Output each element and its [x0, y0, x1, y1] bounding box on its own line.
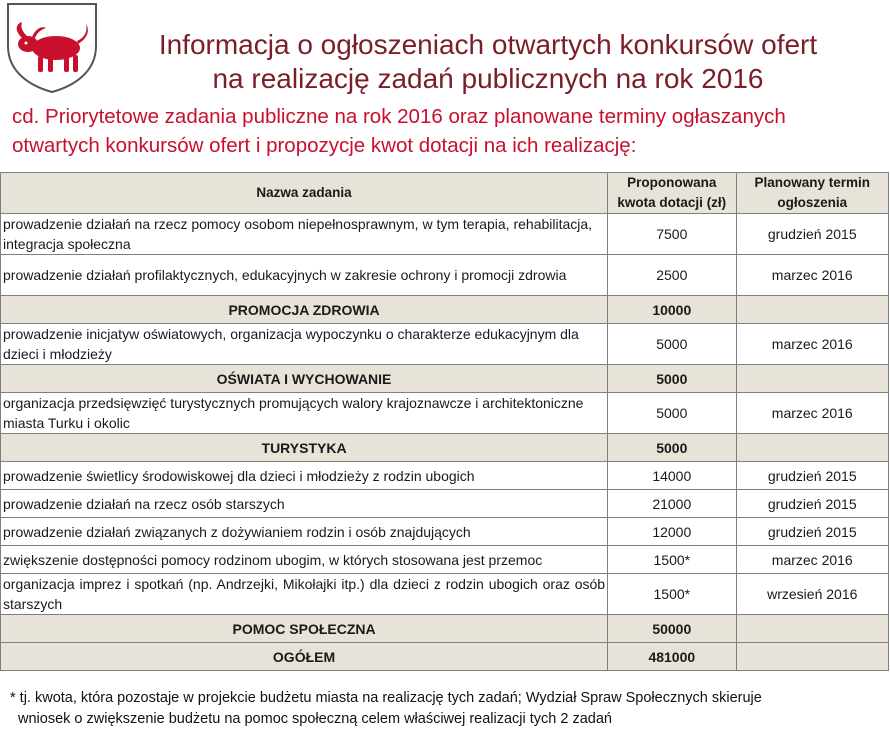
- task-amount: 2500: [608, 255, 736, 296]
- page-title-line1: Informacja o ogłoszeniach otwartych konkursów ofert: [158, 29, 818, 60]
- footnote: [0, 688, 889, 730]
- table-row: [1, 324, 889, 365]
- table-row: [1, 490, 889, 518]
- category-amount: 5000: [608, 434, 736, 462]
- subtitle-line2: otwartych konkursów ofert i propozycje kwot dotacji na ich realizację:: [12, 134, 637, 157]
- table-row: [1, 546, 889, 574]
- category-date: [736, 365, 888, 393]
- task-date: grudzień 2015: [736, 214, 888, 255]
- category-name: PROMOCJA ZDROWIA: [1, 296, 608, 324]
- total-label: OGÓŁEM: [1, 643, 608, 671]
- footnote-line2: wniosek o zwiększenie budżetu na pomoc społeczną celem właściwej realizacji tych 2 zadań: [18, 711, 612, 727]
- table-row: [1, 518, 889, 546]
- task-date: wrzesień 2016: [736, 574, 888, 615]
- task-date: grudzień 2015: [736, 518, 888, 546]
- category-amount: 50000: [608, 615, 736, 643]
- task-date: marzec 2016: [736, 546, 888, 574]
- task-date: marzec 2016: [736, 324, 888, 365]
- subtitle-line1: cd. Priorytetowe zadania publiczne na rok 2016 oraz planowane terminy ogłaszanych: [12, 105, 786, 128]
- task-name: prowadzenie działań profilaktycznych, edukacyjnych w zakresie ochrony i promocji zdrowia: [1, 255, 608, 296]
- table-header-row: [1, 173, 889, 214]
- table-row: [1, 255, 889, 296]
- task-name: organizacja imprez i spotkań (np. Andrzejki, Mikołajki itp.) dla dzieci z rodzin ubogich oraz osób starszych: [1, 574, 608, 615]
- task-name: prowadzenie świetlicy środowiskowej dla dzieci i młodzieży z rodzin ubogich: [1, 462, 608, 490]
- footnote-line1: * tj. kwota, która pozostaje w projekcie budżetu miasta na realizację tych zadań; Wydział Spraw Społecznych skieruje: [10, 690, 762, 706]
- task-amount: 14000: [608, 462, 736, 490]
- tasks-table: [0, 172, 889, 671]
- summary-row: [1, 615, 889, 643]
- task-amount: 12000: [608, 518, 736, 546]
- category-amount: 10000: [608, 296, 736, 324]
- task-name: prowadzenie działań związanych z dożywianiem rodzin i osób znajdujących: [1, 518, 608, 546]
- bull-crest-icon: [4, 2, 100, 94]
- task-name: prowadzenie działań na rzecz osób starszych: [1, 490, 608, 518]
- header-name: Nazwa zadania: [1, 173, 608, 214]
- table-row: [1, 462, 889, 490]
- total-date: [736, 643, 888, 671]
- task-amount: 21000: [608, 490, 736, 518]
- task-amount: 5000: [608, 393, 736, 434]
- summary-row: [1, 434, 889, 462]
- category-name: TURYSTYKA: [1, 434, 608, 462]
- summary-row: [1, 365, 889, 393]
- header-date: Planowany termin ogłoszenia: [736, 173, 888, 214]
- task-name: prowadzenie inicjatyw oświatowych, organizacja wypoczynku o charakterze edukacyjnym dla dzieci i młodzieży: [1, 324, 608, 365]
- task-amount: 7500: [608, 214, 736, 255]
- task-date: marzec 2016: [736, 393, 888, 434]
- task-date: grudzień 2015: [736, 490, 888, 518]
- summary-row: [1, 296, 889, 324]
- task-amount: 5000: [608, 324, 736, 365]
- task-date: grudzień 2015: [736, 462, 888, 490]
- total-row: [1, 643, 889, 671]
- task-name: prowadzenie działań na rzecz pomocy osobom niepełnosprawnym, w tym terapia, rehabilitacja, integracja społeczna: [1, 214, 608, 255]
- task-name: zwiększenie dostępności pomocy rodzinom ubogim, w których stosowana jest przemoc: [1, 546, 608, 574]
- category-amount: 5000: [608, 365, 736, 393]
- total-amount: 481000: [608, 643, 736, 671]
- header-amount: Proponowana kwota dotacji (zł): [608, 173, 736, 214]
- page-title-line2: na realizację zadań publicznych na rok 2016: [212, 63, 764, 94]
- task-date: marzec 2016: [736, 255, 888, 296]
- category-name: OŚWIATA I WYCHOWANIE: [1, 365, 608, 393]
- task-amount: 1500*: [608, 546, 736, 574]
- category-date: [736, 434, 888, 462]
- category-date: [736, 615, 888, 643]
- table-row: [1, 214, 889, 255]
- category-date: [736, 296, 888, 324]
- table-row: [1, 574, 889, 615]
- category-name: POMOC SPOŁECZNA: [1, 615, 608, 643]
- table-row: [1, 393, 889, 434]
- task-name: organizacja przedsięwzięć turystycznych promujących walory krajoznawcze i architektoniczne miasta Turku i okolic: [1, 393, 608, 434]
- task-amount: 1500*: [608, 574, 736, 615]
